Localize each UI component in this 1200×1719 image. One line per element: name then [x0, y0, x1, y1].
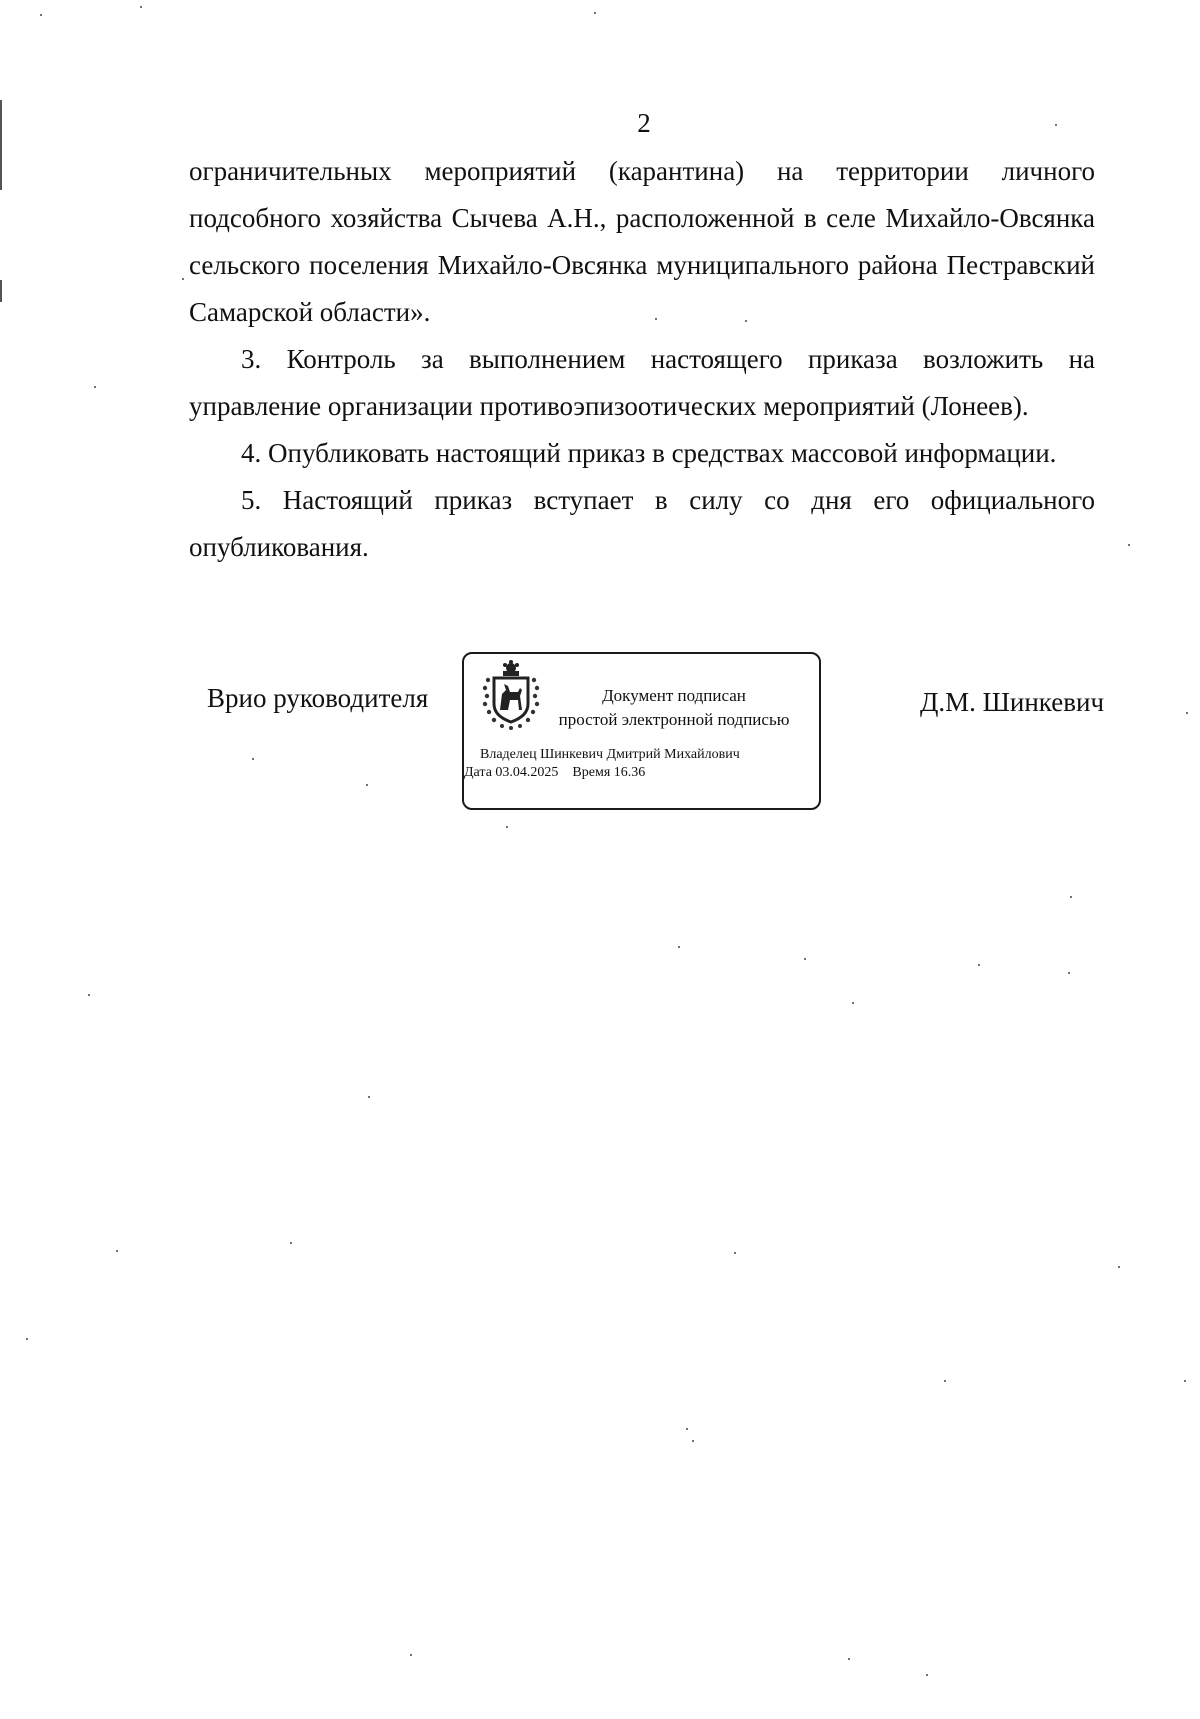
scan-speck	[116, 1250, 118, 1252]
stamp-date-time	[464, 764, 645, 782]
samara-coat-of-arms-icon	[480, 660, 542, 730]
stamp-title-line: Документ подписан	[602, 686, 746, 705]
scan-speck	[1128, 544, 1130, 546]
scan-speck	[290, 1242, 292, 1244]
page-number: 2	[637, 108, 651, 138]
scan-edge-mark	[0, 280, 2, 302]
scan-speck	[692, 1440, 694, 1442]
scan-speck	[1070, 896, 1072, 898]
scan-speck	[655, 318, 657, 320]
paragraph-continuation: ограничительных мероприятий (карантина) на территории личного подсобного хозяйства Сычева А.Н., расположенной в селе Михайло-Овсянка сельского поселения Михайло-Овсянка муниципального района Пестравский Самарской области».	[189, 156, 1095, 327]
scan-speck	[88, 994, 90, 996]
scan-speck	[140, 6, 142, 8]
paragraph-item-5: 5. Настоящий приказ вступает в силу со дня его официального опубликования.	[189, 485, 1095, 562]
stamp-owner: Владелец Шинкевич Дмитрий Михайлович	[480, 747, 740, 762]
signer-name: Д.М. Шинкевич	[920, 687, 1105, 717]
scan-speck	[94, 386, 96, 388]
stamp-title	[544, 684, 804, 732]
scan-speck	[594, 12, 596, 14]
scan-speck	[944, 1380, 946, 1382]
stamp-date: Дата 03.04.2025	[464, 765, 559, 780]
scan-speck	[368, 1096, 370, 1098]
scan-speck	[40, 14, 42, 16]
scan-speck	[366, 784, 368, 786]
paragraph-item-4: 4. Опубликовать настоящий приказ в средствах массовой информации.	[241, 438, 1057, 468]
signature-block	[0, 652, 1200, 822]
scan-speck	[926, 1674, 928, 1676]
scan-speck	[852, 1002, 854, 1004]
scan-speck	[26, 1338, 28, 1340]
document-body	[189, 148, 1095, 571]
scan-speck	[848, 1658, 850, 1660]
electronic-signature-stamp	[462, 652, 821, 810]
scan-speck	[745, 320, 747, 322]
scan-speck	[1068, 972, 1070, 974]
scan-speck	[678, 946, 680, 948]
scan-speck	[734, 1252, 736, 1254]
scan-speck	[804, 958, 806, 960]
signer-position: Врио руководителя	[207, 683, 429, 713]
scan-speck	[1118, 1266, 1120, 1268]
scan-speck	[686, 1428, 688, 1430]
scan-speck	[1184, 1380, 1186, 1382]
scan-speck	[252, 758, 254, 760]
stamp-title-line: простой электронной подписью	[558, 710, 790, 729]
stamp-time: Время 16.36	[572, 765, 646, 780]
paragraph-item-3: 3. Контроль за выполнением настоящего приказа возложить на управление организации противоэпизоотических мероприятий (Лонеев).	[189, 344, 1095, 421]
scan-speck	[978, 964, 980, 966]
scan-speck	[1055, 124, 1057, 126]
scan-speck	[410, 1654, 412, 1656]
scan-speck	[182, 278, 184, 280]
scan-speck	[506, 826, 508, 828]
scan-speck	[1186, 712, 1188, 714]
